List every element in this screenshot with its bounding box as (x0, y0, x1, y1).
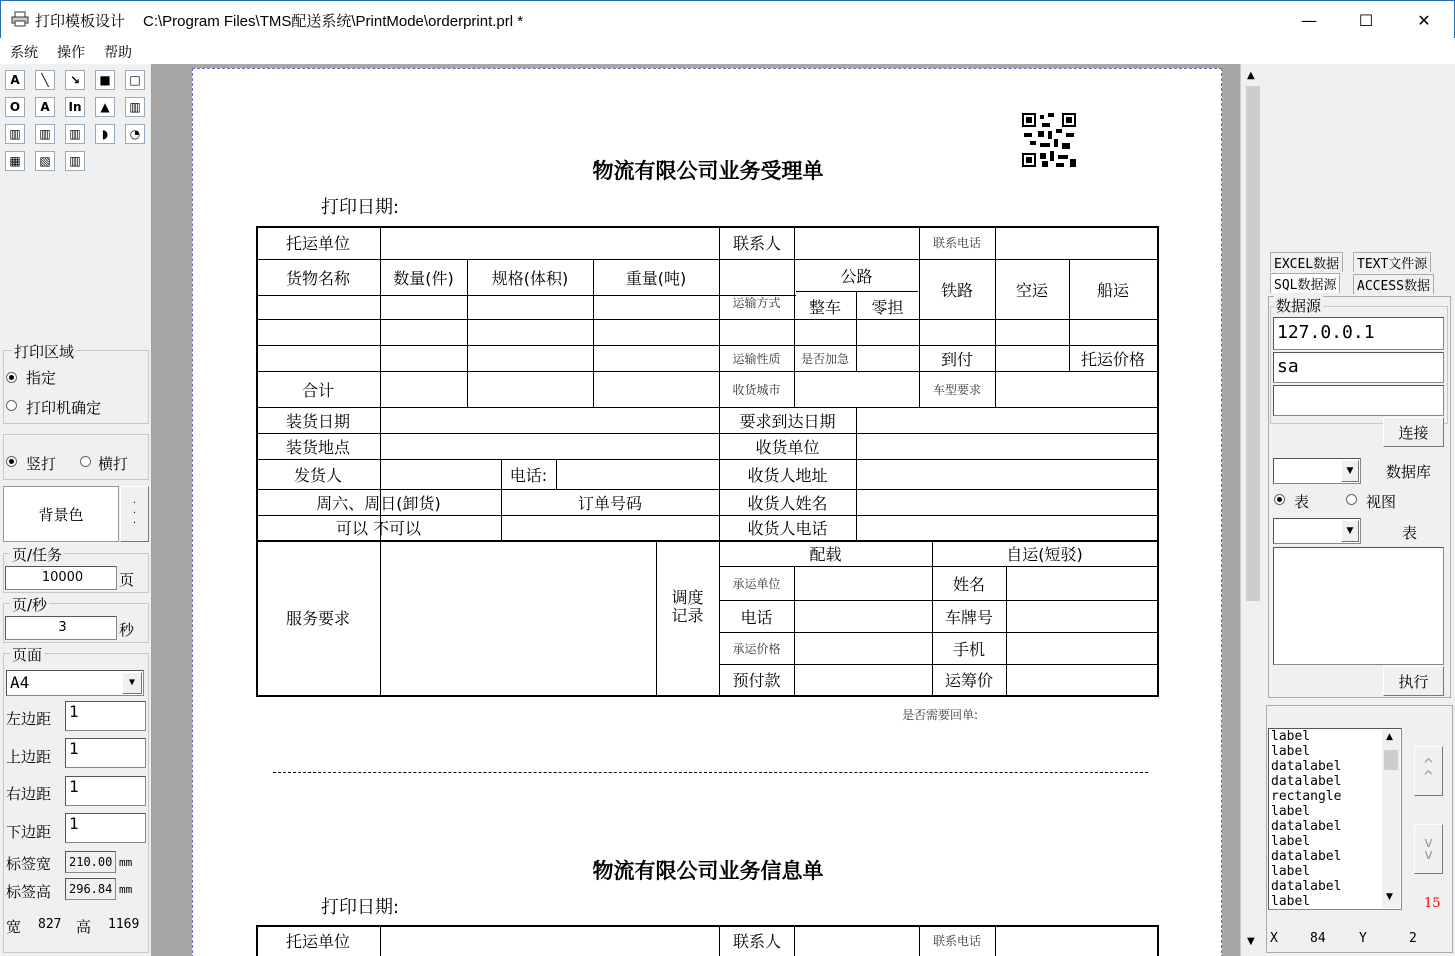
scroll-thumb[interactable] (1246, 86, 1260, 601)
table-cell-label[interactable]: 手机 (952, 639, 985, 659)
table-cell-label[interactable]: 收货人地址 (747, 465, 828, 485)
table-cell-label[interactable]: 托运价格 (1080, 349, 1145, 369)
app-title: 打印模板设计 (35, 12, 126, 30)
label-tool-icon[interactable]: A (35, 97, 55, 117)
table-cell-label[interactable]: 托运单位 (285, 234, 350, 253)
bgcolor-picker-button[interactable]: · · · (120, 486, 149, 542)
table-cell-label[interactable]: 公路 (840, 266, 873, 286)
user-input[interactable]: sa (1273, 352, 1444, 383)
bgcolor-label: 背景色 (38, 505, 84, 524)
form2-table[interactable] (256, 925, 1159, 956)
table-vline (794, 566, 795, 695)
page-size-value: A4 (10, 673, 30, 692)
layer-list-item[interactable]: label (1271, 864, 1311, 879)
table-select[interactable] (1273, 518, 1361, 544)
radio-printer[interactable] (6, 400, 17, 411)
bottom-margin-label: 下边距 (6, 823, 52, 841)
table-cell-label[interactable]: 收货单位 (755, 437, 820, 457)
arc-tool-icon[interactable]: ◗ (95, 124, 115, 144)
table-label: 表 (1402, 524, 1418, 542)
top-margin-input[interactable]: 1 (65, 738, 146, 768)
table-cell-label[interactable]: 车牌号 (944, 607, 993, 627)
x-value: 84 (1310, 931, 1326, 946)
table-cell-label[interactable]: 铁路 (940, 280, 973, 300)
page-size-select[interactable] (6, 670, 144, 696)
page-sec-input[interactable]: 3 (5, 616, 117, 640)
radio-landscape[interactable] (80, 456, 91, 467)
right-margin-input[interactable]: 1 (65, 776, 146, 806)
table-cell-label[interactable]: 重量(吨) (625, 268, 687, 288)
table-cell-label[interactable]: 服务要求 (285, 609, 350, 628)
scroll-down-icon[interactable]: ▼ (1247, 936, 1255, 947)
layer-list-item[interactable]: datalabel (1271, 819, 1342, 834)
paper[interactable] (192, 68, 1222, 956)
tab-excel[interactable]: EXCEL数据 (1270, 252, 1343, 272)
label-width-label: 标签宽 (6, 855, 52, 873)
right-margin-label: 右边距 (6, 785, 52, 803)
left-panel (0, 64, 152, 956)
page-separator (273, 772, 1148, 773)
table-vline (995, 925, 996, 956)
table-cell-label[interactable]: 合计 (301, 380, 334, 400)
table-cell-label[interactable]: 配载 (809, 544, 842, 564)
table-vline (1157, 925, 1159, 956)
table-cell-label[interactable]: 运输性质 (732, 351, 781, 366)
table-cell-label[interactable]: 是否加急 (800, 351, 849, 366)
table-cell-label[interactable]: 自运(短驳) (1006, 544, 1083, 564)
label-height-unit: mm (119, 883, 133, 896)
table-vline (1006, 566, 1007, 695)
chevron-down-icon[interactable]: ▼ (1341, 460, 1359, 482)
move-down-button[interactable]: v v (1414, 824, 1443, 874)
scroll-down-icon[interactable]: ▼ (1386, 892, 1393, 902)
tab-text[interactable]: TEXT文件源 (1353, 252, 1431, 272)
label-height-label: 标签高 (6, 883, 52, 901)
table-cell-label[interactable]: 规格(体积) (491, 268, 569, 288)
connect-button[interactable]: 连接 (1383, 417, 1444, 447)
table-cell-label[interactable]: 装货日期 (285, 411, 350, 431)
form1-print-date[interactable]: 打印日期: (321, 197, 400, 218)
scroll-up-icon[interactable]: ▲ (1386, 732, 1393, 742)
table-vline (995, 226, 996, 259)
arrow-tool-icon[interactable]: ↘ (65, 70, 85, 90)
need-receipt-label[interactable]: 是否需要回单: (902, 708, 979, 722)
page-sec-unit: 秒 (119, 621, 135, 639)
y-value: 2 (1409, 931, 1417, 946)
maximize-button[interactable]: ☐ (1358, 10, 1374, 30)
text-tool-icon[interactable]: A (5, 70, 25, 90)
form2-print-date[interactable]: 打印日期: (321, 897, 400, 918)
table-hline (256, 345, 1157, 346)
layer-list-item[interactable]: label (1271, 729, 1311, 744)
label-width-unit: mm (119, 856, 133, 869)
table-vline (380, 540, 381, 695)
width-value: 827 (38, 917, 62, 932)
table-cell-label[interactable]: 收货人电话 (747, 519, 828, 538)
table-cell-label[interactable]: 调度 (671, 587, 704, 607)
database-label: 数据库 (1386, 463, 1432, 481)
layers-scrollbar[interactable] (1382, 730, 1400, 908)
sql-textarea[interactable] (1273, 547, 1444, 665)
layer-list-item[interactable]: datalabel (1271, 759, 1342, 774)
table-hline (256, 433, 1157, 434)
menu-help[interactable]: 帮助 (104, 45, 132, 61)
form1-title[interactable]: 物流有限公司业务受理单 (592, 158, 824, 183)
ellipse-tool-icon[interactable]: O (5, 97, 25, 117)
table-cell-label[interactable]: 装货地点 (285, 437, 350, 457)
password-input[interactable] (1273, 385, 1444, 416)
layer-count: 15 (1424, 896, 1441, 911)
table-cell-label[interactable]: 订单号码 (577, 493, 642, 513)
table-cell-label[interactable]: 周六、周日(卸货) (316, 493, 441, 513)
barcode3-tool-icon[interactable]: ▥ (35, 124, 55, 144)
barcode5-tool-icon[interactable]: ▥ (65, 151, 85, 171)
database-select[interactable] (1273, 458, 1361, 484)
table-hline (256, 459, 1157, 460)
menu-bar (0, 38, 1455, 64)
table-cell-label[interactable]: 电话 (740, 607, 773, 627)
height-value: 1169 (108, 917, 140, 932)
table-cell-label[interactable]: 零担 (871, 297, 904, 317)
table-cell-label[interactable]: 可以 不可以 (335, 519, 422, 538)
server-input[interactable]: 127.0.0.1 (1273, 317, 1444, 350)
radio-portrait[interactable] (6, 456, 17, 467)
radio-table-label: 表 (1294, 493, 1310, 511)
table-vline (380, 925, 381, 956)
layer-list-item[interactable]: datalabel (1271, 849, 1342, 864)
radio-view-label: 视图 (1366, 493, 1397, 511)
right-panel (1264, 64, 1455, 956)
table-cell-label[interactable]: 要求到达日期 (739, 411, 836, 431)
field-tool-icon[interactable]: In (65, 97, 85, 117)
tab-access[interactable]: ACCESS数据 (1353, 274, 1434, 294)
file-path: C:\Program Files\TMS配送系统\PrintMode\orderprint.prl * (143, 13, 524, 30)
print-area-legend: 打印区域 (14, 343, 75, 361)
label-height-input[interactable]: 296.84 (65, 878, 116, 900)
rect-filled-tool-icon[interactable]: ■ (95, 70, 115, 90)
canvas-scrollbar[interactable] (1240, 64, 1264, 956)
table-hline (256, 695, 1157, 697)
menu-system[interactable]: 系统 (10, 45, 38, 61)
barcode2-tool-icon[interactable]: ▥ (5, 124, 25, 144)
table-vline (556, 459, 557, 489)
label-width-input[interactable]: 210.00 (65, 851, 116, 873)
table-cell-label[interactable]: 空运 (1015, 280, 1048, 300)
table-cell-label[interactable]: 记录 (671, 605, 704, 625)
table-cell-label[interactable]: 联系人 (732, 234, 781, 253)
page-task-input[interactable]: 10000 (5, 566, 117, 590)
table-cell-label[interactable]: 整车 (808, 297, 841, 317)
title-bar (0, 0, 1455, 38)
table-cell-label[interactable]: 车型要求 (932, 382, 981, 397)
page-legend: 页面 (12, 646, 43, 664)
bgcolor-button[interactable] (3, 486, 119, 542)
table-cell-label[interactable]: 电话: (509, 465, 548, 485)
table-hline (256, 925, 1157, 927)
table-cell-label[interactable]: 数量(件) (393, 268, 454, 288)
pie-tool-icon[interactable]: ◔ (125, 124, 145, 144)
table-vline (1157, 226, 1159, 697)
table-cell-label[interactable]: 船运 (1096, 280, 1129, 300)
table-hline (256, 371, 1157, 372)
table-cell-label[interactable]: 收货人姓名 (747, 493, 828, 513)
radio-table[interactable] (1274, 494, 1285, 505)
form2-title[interactable]: 物流有限公司业务信息单 (592, 858, 824, 883)
table-cell-label[interactable]: 联系人 (732, 931, 781, 951)
y-label: Y (1359, 931, 1367, 946)
scroll-thumb[interactable] (1384, 750, 1398, 770)
page-task-unit: 页 (119, 571, 135, 589)
barcode-tool-icon[interactable]: ▥ (125, 97, 145, 117)
pdf417-tool-icon[interactable]: ▧ (35, 151, 55, 171)
table-cell-label[interactable]: 托运单位 (285, 931, 350, 951)
width-label: 宽 (6, 918, 22, 936)
top-margin-label: 上边距 (6, 748, 52, 766)
radio-printer-label: 打印机确定 (26, 399, 102, 417)
radio-specified[interactable] (6, 372, 17, 383)
execute-button[interactable]: 执行 (1383, 666, 1444, 696)
line-tool-icon[interactable]: ╲ (35, 70, 55, 90)
rect-tool-icon[interactable]: □ (125, 70, 145, 90)
radio-portrait-label: 竖打 (26, 455, 57, 473)
table-vline (856, 407, 857, 540)
left-margin-label: 左边距 (6, 710, 52, 728)
layer-list-item[interactable]: datalabel (1271, 774, 1342, 789)
table-hline (256, 319, 1157, 320)
layer-list-item[interactable]: label (1271, 804, 1311, 819)
minimize-button[interactable]: — (1301, 10, 1317, 30)
page-task-legend: 页/任务 (12, 546, 63, 564)
table-vline (856, 345, 857, 371)
menu-operate[interactable]: 操作 (57, 45, 85, 61)
table-cell-label[interactable]: 联系电话 (932, 236, 981, 250)
barcode4-tool-icon[interactable]: ▥ (65, 124, 85, 144)
chevron-down-icon[interactable]: ▼ (1341, 520, 1359, 542)
table-cell-label[interactable]: 预付款 (732, 671, 781, 690)
layer-list-item[interactable]: datalabel (1271, 879, 1342, 894)
datasource-legend: 数据源 (1276, 297, 1322, 315)
table-hline (256, 295, 796, 296)
x-label: X (1270, 931, 1278, 946)
table-hline (256, 407, 1157, 408)
layer-list-item[interactable]: label (1271, 744, 1311, 759)
table-cell-label[interactable]: 运输方式 (732, 295, 781, 310)
layer-list-item[interactable]: rectangle (1271, 789, 1342, 804)
design-canvas[interactable] (152, 64, 1240, 956)
layer-list-item[interactable]: label (1271, 894, 1311, 909)
table-cell-label[interactable]: 承运单位 (732, 576, 781, 591)
table-cell-label[interactable]: 发货人 (293, 465, 342, 485)
table-cell-label[interactable]: 联系电话 (932, 933, 981, 948)
move-up-button[interactable]: ^ ^ (1414, 746, 1443, 796)
layer-list-item[interactable]: label (1271, 834, 1311, 849)
table-cell-label[interactable]: 到付 (940, 349, 973, 369)
chevron-down-icon[interactable]: ▼ (122, 672, 142, 694)
radio-view[interactable] (1346, 494, 1357, 505)
table-cell-label[interactable]: 姓名 (952, 574, 985, 594)
table-cell-label[interactable]: 货物名称 (285, 268, 350, 288)
image-tool-icon[interactable]: ▲ (95, 97, 115, 117)
qrcode-tool-icon[interactable]: ▦ (5, 151, 25, 171)
bottom-margin-input[interactable]: 1 (65, 813, 146, 843)
printer-icon (11, 11, 29, 27)
table-cell-label[interactable]: 收货城市 (732, 382, 781, 397)
radio-landscape-label: 横打 (98, 455, 129, 473)
scroll-up-icon[interactable]: ▲ (1247, 70, 1255, 81)
left-margin-input[interactable]: 1 (65, 701, 146, 731)
table-hline (256, 226, 1157, 228)
tab-sql[interactable]: SQL数据源 (1270, 273, 1340, 293)
close-button[interactable]: ✕ (1417, 10, 1431, 30)
page-sec-legend: 页/秒 (12, 596, 48, 614)
table-cell-label[interactable]: 承运价格 (732, 641, 781, 656)
table-cell-label[interactable]: 运筹价 (944, 671, 993, 690)
form1-table[interactable] (256, 226, 1159, 698)
radio-specified-label: 指定 (26, 369, 57, 387)
height-label: 高 (76, 918, 92, 936)
